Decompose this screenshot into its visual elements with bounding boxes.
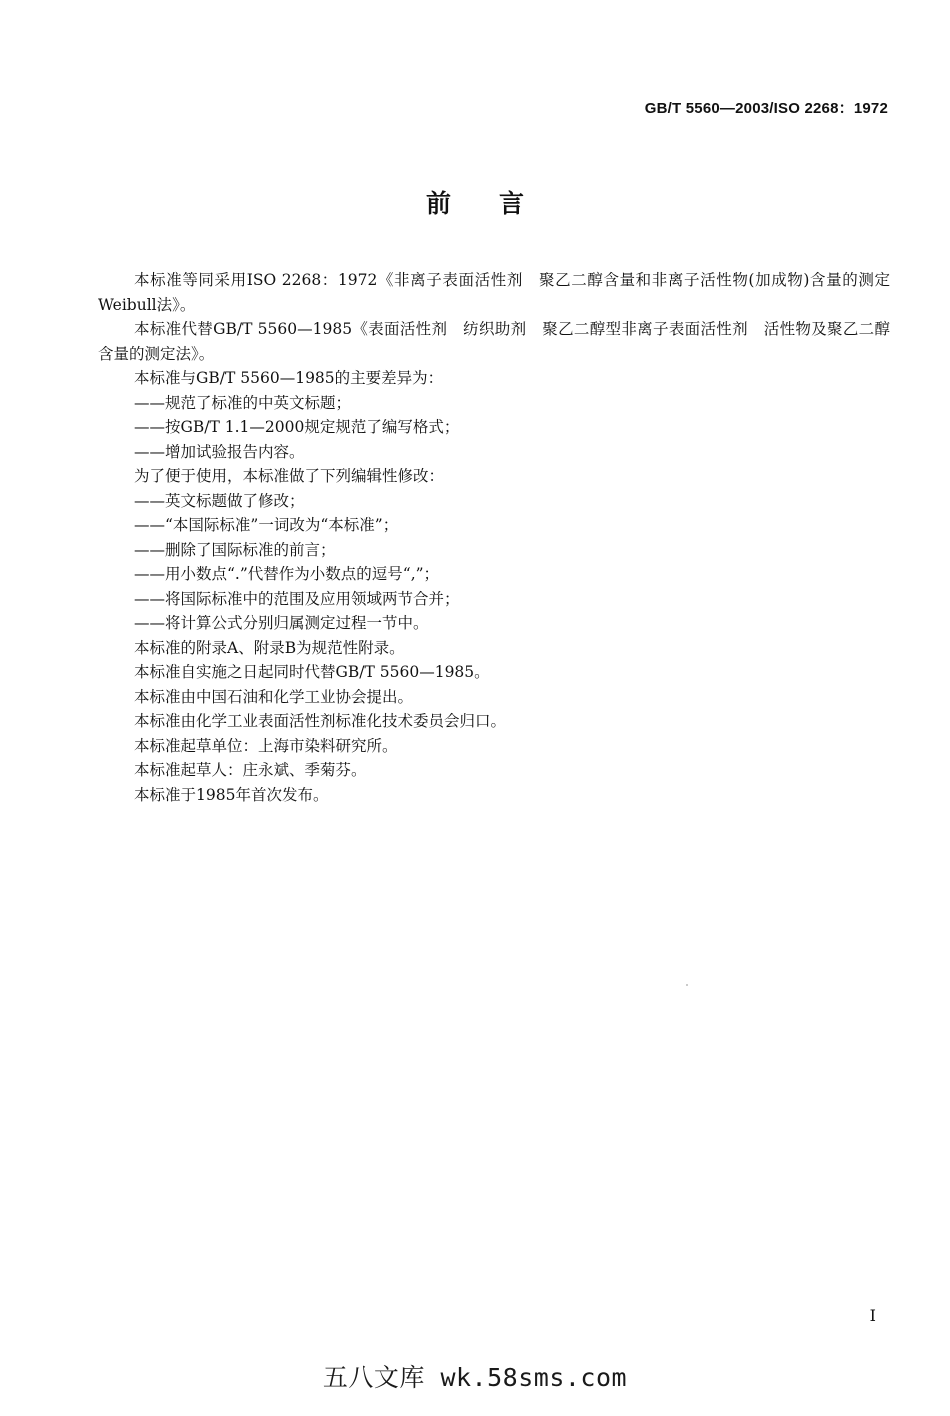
list-item: ——规范了标准的中英文标题； xyxy=(134,393,352,412)
paragraph-proposed-by: 本标准由中国石油和化学工业协会提出。 xyxy=(134,687,414,706)
paragraph-centralized-by: 本标准由化学工业表面活性剂标准化技术委员会归口。 xyxy=(134,712,507,730)
list-item: ——“本国际标准”一词改为“本标准”； xyxy=(134,516,399,534)
list-item: ——英文标题做了修改； xyxy=(134,491,305,510)
page-title: 前言 xyxy=(425,189,572,218)
paragraph-annexes: 本标准的附录A、附录B为规范性附录。 xyxy=(134,638,405,657)
paragraph-drafters: 本标准起草人：庄永斌、季菊芬。 xyxy=(134,761,367,779)
list-item: ——按GB/T 1.1—2000规定规范了编写格式； xyxy=(134,418,460,436)
list-item: ——将国际标准中的范围及应用领域两节合并； xyxy=(134,589,460,608)
foreword-body xyxy=(98,268,906,807)
watermark: 五八文库 wk.58sms.com xyxy=(322,1363,628,1392)
paragraph-replaces: 本标准代替GB/T 5560—1985《表面活性剂 纺织助剂 聚乙二醇型非离子表面活性剂 活性物及聚乙二醇含量的测定法》。 xyxy=(98,320,890,363)
scan-speck xyxy=(686,984,688,986)
list-item: ——删除了国际标准的前言； xyxy=(134,540,336,559)
paragraph-effective: 本标准自实施之日起同时代替GB/T 5560—1985。 xyxy=(134,663,490,681)
standard-code: GB/T 5560—2003/ISO 2268：1972 xyxy=(644,100,888,117)
list-item: ——用小数点“.”代替作为小数点的逗号“,”； xyxy=(134,565,440,583)
paragraph-first-issued: 本标准于1985年首次发布。 xyxy=(134,785,329,804)
paragraph-main-differences: 本标准与GB/T 5560—1985的主要差异为： xyxy=(134,369,444,387)
page-number: I xyxy=(869,1306,876,1325)
list-item: ——将计算公式分别归属测定过程一节中。 xyxy=(134,614,429,632)
paragraph-adoption: 本标准等同采用ISO 2268：1972《非离子表面活性剂 聚乙二醇含量和非离子活性物(加成物)含量的测定 Weibull法》。 xyxy=(98,271,906,314)
paragraph-drafting-unit: 本标准起草单位：上海市染料研究所。 xyxy=(134,736,398,755)
paragraph-editorial-changes: 为了便于使用，本标准做了下列编辑性修改： xyxy=(134,467,445,485)
list-item: ——增加试验报告内容。 xyxy=(134,442,305,461)
